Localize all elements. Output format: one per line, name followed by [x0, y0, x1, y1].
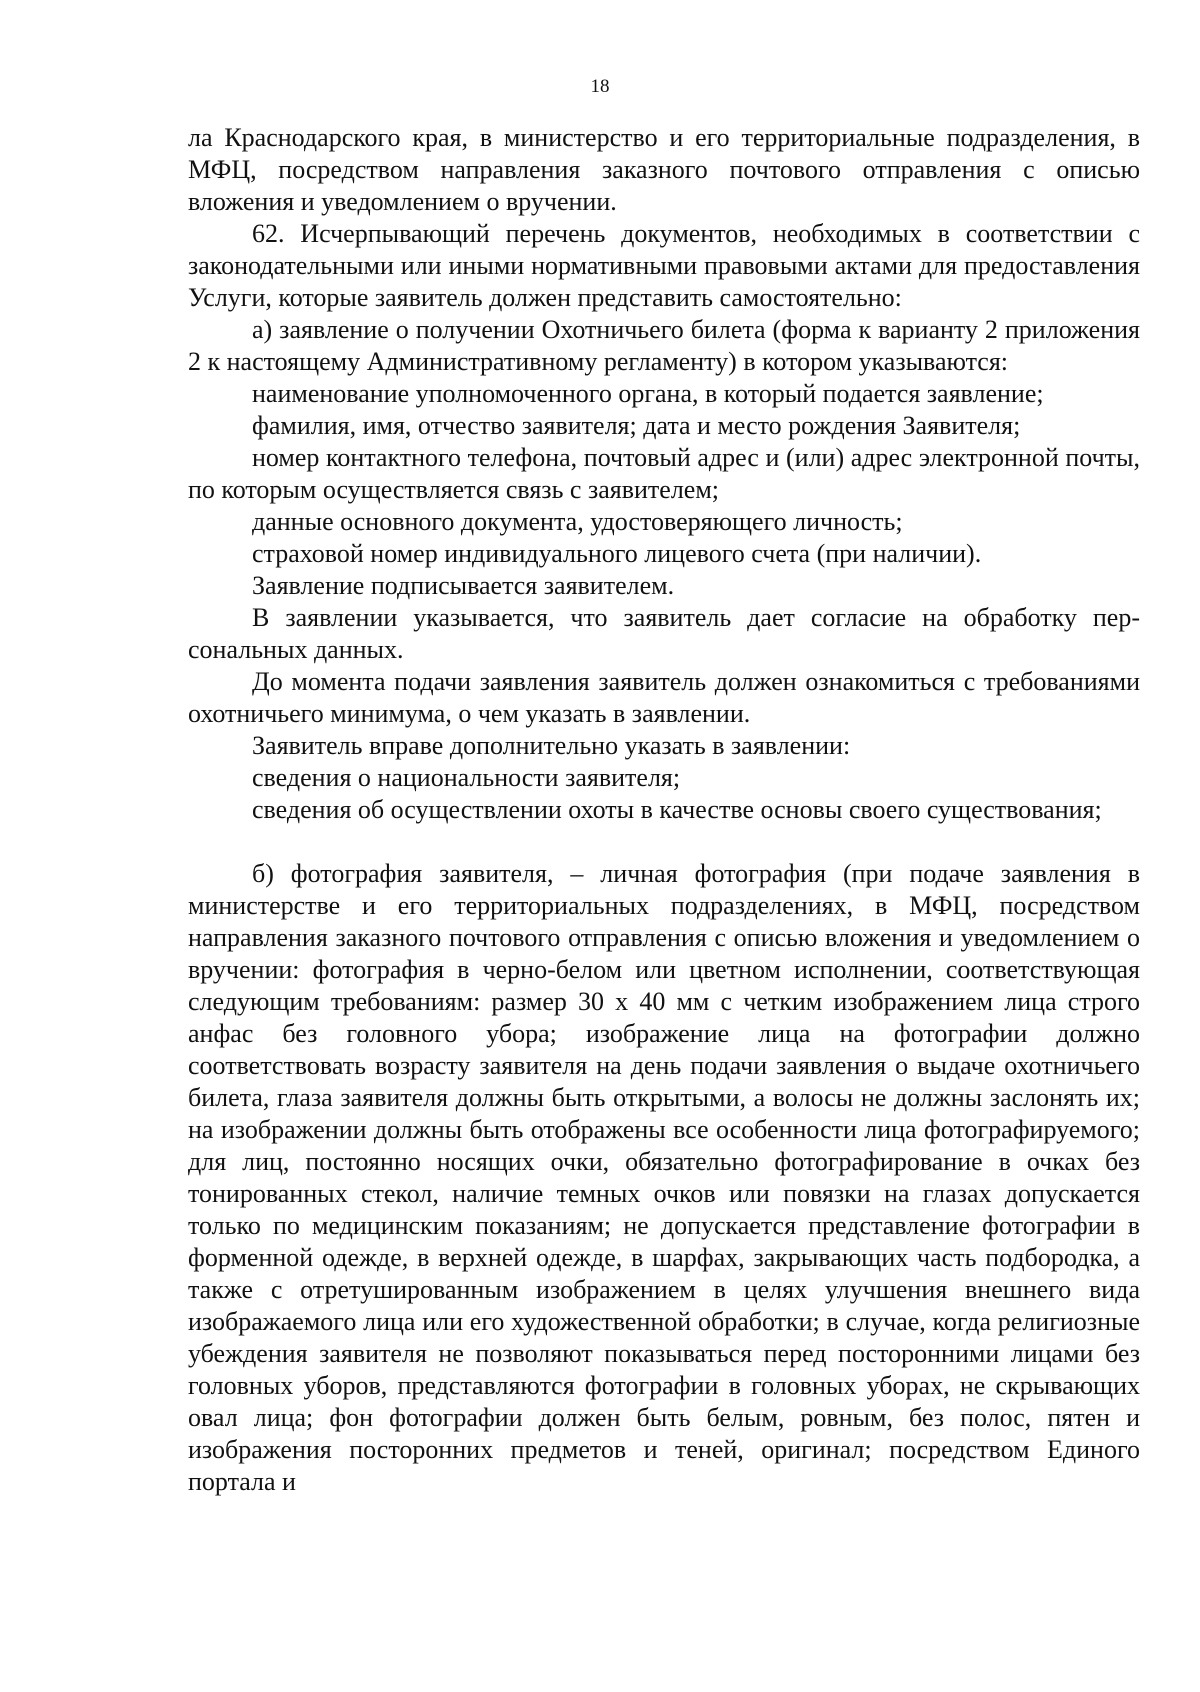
paragraph-applicant-name: фамилия, имя, отчество заявителя; дата и место рождения Заявителя; — [252, 411, 1021, 440]
paragraph-subitem-b: б) фотография заявителя, – личная фотография (при подаче заявления в министерстве и его территориальных подразделениях, в МФЦ, посредством направления заказного почтового отправления с описью вложения и уведомлением о вручении: фотография в черно-белом или цветном исполнении, соответствующая следующим требованиям: размер 30 х 40 мм с четким изображением лица строго анфас без головного убора; изображение лица на фотографии должно соответствовать возрасту заявителя на день подачи заявления о выдаче охотничьего билета, глаза заявителя должны быть открытыми, а волосы не должны заслонять их; на изображении должны быть отображены все особенности лица фотографируемого; для лиц, постоянно носящих очки, обязательно фотографирование в очках без тонированных стекол, наличие темных очков или повязки на глазах допускается только по медицинским показаниям; не допускается представление фотографии в форменной одежде, в верхней одежде, в шарфах, закрывающих часть подбородка, а также с отретушированным изображением в целях улучшения внешнего вида изображаемого лица или его художественной обработки; в случае, когда религиозные убеждения заявителя не позволяют показываться перед посторонними лицами без головных уборов, представляются фотографии в головных уборах, не скрывающих овал лица; фон фотографии должен быть белым, ровным, без полос, пятен и изображения посторонних предметов и теней, оригинал; посредством Единого портала и — [188, 859, 1140, 1496]
paragraph-identity-document: данные основного документа, удостоверяющего личность; — [252, 507, 903, 536]
document-body — [188, 122, 1140, 1498]
paragraph-continuation: ла Краснодарского края, в министерство и его территориальные подразделения, в МФЦ, посредством направления заказного почтового отправления с описью вложения и уведомлением о вручении. — [188, 123, 1140, 216]
paragraph-authority-name: наименование уполномоченного органа, в который подается заявление; — [252, 379, 1044, 408]
paragraph-signature: Заявление подписывается заявителем. — [252, 571, 675, 600]
paragraph-hunting-livelihood: сведения об осуществлении охоты в качестве основы своего существования; — [252, 795, 1102, 824]
paragraph-optional-info: Заявитель вправе дополнительно указать в заявлении: — [252, 731, 851, 760]
paragraph-hunting-minimum: До момента подачи заявления заявитель должен ознакомиться с требованиями охотничьего минимума, о чем указать в заявлении. — [188, 667, 1140, 728]
paragraph-contact-details: номер контактного телефона, почтовый адрес и (или) адрес электронной почты, по которым осуществляется связь с заявителем; — [188, 443, 1140, 504]
page-number: 18 — [590, 76, 610, 97]
paragraph-consent: В заявлении указывается, что заявитель дает согласие на обработку персональных данных. — [188, 603, 1140, 664]
paragraph-insurance-number: страховой номер индивидуального лицевого счета (при наличии). — [252, 539, 982, 568]
paragraph-subitem-a: а) заявление о получении Охотничьего билета (форма к варианту 2 приложения 2 к настоящему Административному регламенту) в котором указываются: — [188, 315, 1140, 376]
paragraph-item-62: 62. Исчерпывающий перечень документов, необходимых в соответствии с законодательными или иными нормативными правовыми актами для предоставления Услуги, которые заявитель должен представить самостоятельно: — [188, 219, 1140, 312]
paragraph-nationality: сведения о национальности заявителя; — [252, 763, 681, 792]
